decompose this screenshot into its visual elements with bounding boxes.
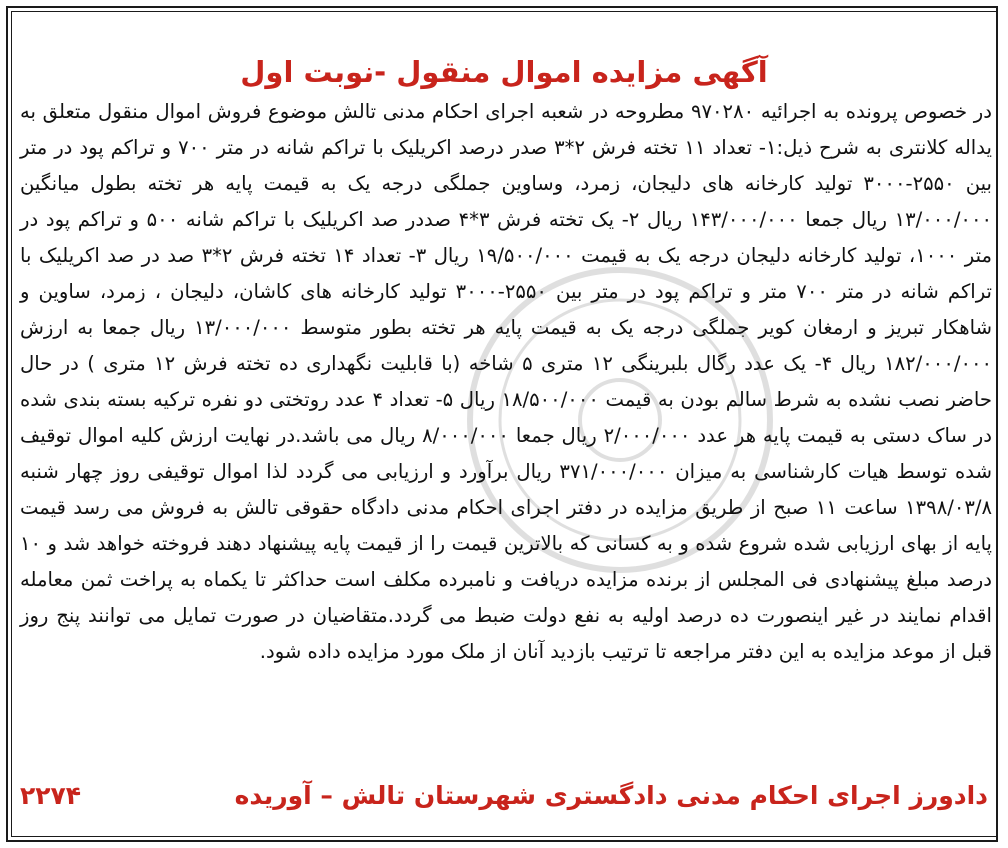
notice-code: ۲۲۷۴ xyxy=(20,781,82,810)
issuing-authority: دادورز اجرای احکام مدنی دادگستری شهرستان تالش – آوریده xyxy=(234,781,988,810)
notice-body: در خصوص پرونده به اجرائیه ۹۷۰۲۸۰ مطروحه در شعبه اجرای احکام مدنی تالش موضوع فروش اموال منقول متعلق به یداله کلانتری به شرح ذیل:۱- تعداد ۱۱ تخته فرش ۲*۳ صدر درصد اکریلیک با تراکم شانه در متر ۷۰۰ و تراکم پود در متر بین ۲۵۵۰-۳۰۰۰ تولید کارخانه های دلیجان، زمرد، وساوین جملگی درجه یک به قیمت پایه هر تخته بطول میانگین ۱۳/۰۰۰/۰۰۰ ریال جمعا ۱۴۳/۰۰۰/۰۰۰ ریال ۲- یک تخته فرش ۳*۴ صددر صد اکریلیک با تراکم شانه ۵۰۰ و تراکم پود در متر ۱۰۰۰، تولید کارخانه دلیجان درجه یک به قیمت ۱۹/۵۰۰/۰۰۰ ریال ۳- تعداد ۱۴ تخته فرش ۲*۳ صد در صد اکریلیک با تراکم شانه در متر ۷۰۰ متر و تراکم پود در متر بین ۲۵۵۰-۳۰۰۰ تولید کارخانه های کاشان، دلیجان ، زمرد، ساوین و شاهکار تبریز و ارمغان کویر جملگی درجه یک به قیمت پایه هر تخته بطور متوسط ۱۳/۰۰۰/۰۰۰ ریال جمعا به ارزش ۱۸۲/۰۰۰/۰۰۰ ریال ۴- یک عدد رگال بلبرینگی ۱۲ متری ۵ شاخه (با قابلیت نگهداری ده تخته فرش ۱۲ متری ) در حال حاضر نصب نشده به شرط سالم بودن به قیمت ۱۸/۵۰۰/۰۰۰ ریال ۵- تعداد ۴ عدد روتختی دو نفره ترکیه بسته بندی شده در ساک دستی به قیمت پایه هر عدد ۲/۰۰۰/۰۰۰ ریال جمعا ۸/۰۰۰/۰۰۰ ریال می باشد.در نهایت ارزش کلیه اموال توقیف شده توسط هیات کارشناسی به میزان ۳۷۱/۰۰۰/۰۰۰ ریال برآورد و ارزیابی می گردد لذا اموال توقیفی روز چهار شنبه ۱۳۹۸/۰۳/۸ ساعت ۱۱ صبح از طریق مزایده در دفتر اجرای احکام مدنی دادگاه حقوقی تالش به فروش می رسد قیمت پایه از بهای ارزیابی شده شروع شده و به کسانی که بالاترین قیمت را از قیمت پایه پیشنهاد دهند فروخته خواهد شد و ۱۰ درصد مبلغ پیشنهادی فی المجلس از برنده مزایده دریافت و نامبرده مکلف است حداکثر تا یکماه به پراخت ثمن معامله اقدام نمایند در غیر اینصورت ده درصد اولیه به نفع دولت ضبط می گردد.متقاضیان در صورت تمایل می توانند پنج روز قبل از موعد مزایده به این دفتر مراجعه تا ترتیب بازدید آنان از ملک مورد مزایده داده شود. xyxy=(20,100,993,663)
notice-title: آگهی مزایده اموال منقول -نوبت اول xyxy=(240,55,768,89)
notice-footer xyxy=(20,776,988,816)
